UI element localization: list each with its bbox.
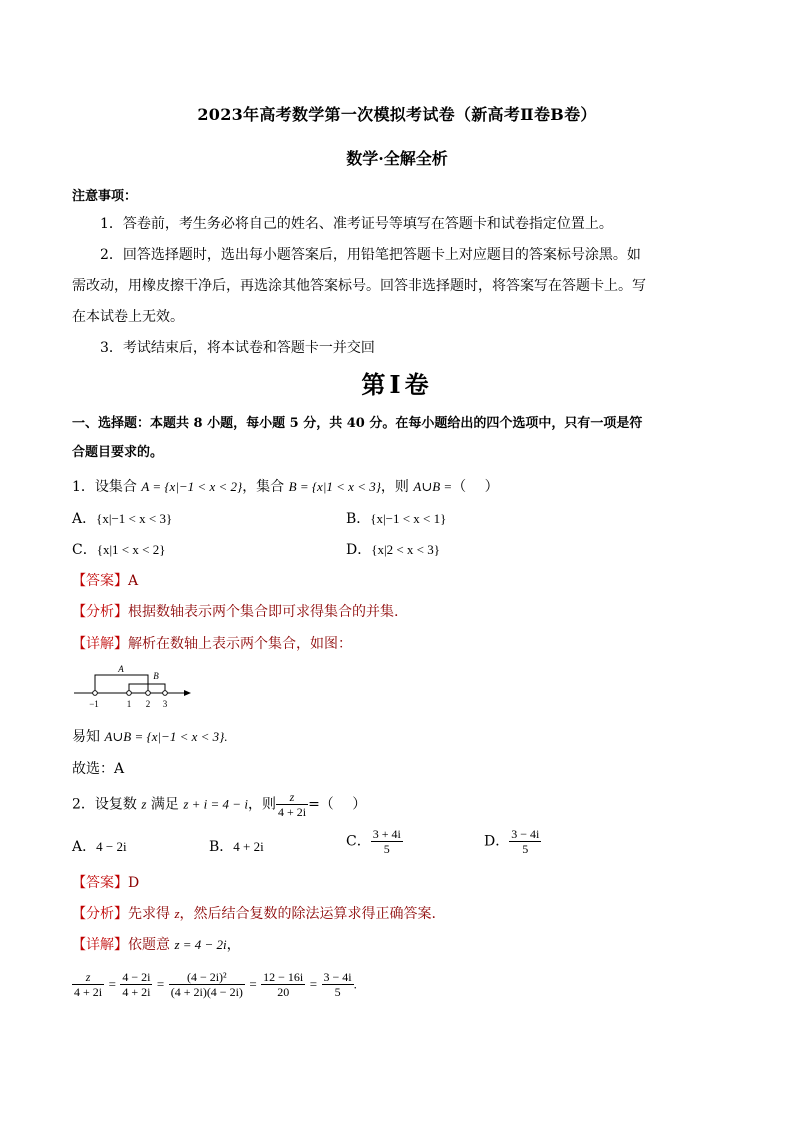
q2-ask-fraction	[276, 790, 308, 819]
q2-option-b	[209, 836, 264, 856]
q2-text-1: 设复数	[94, 796, 142, 813]
question-2-stem	[72, 790, 366, 819]
q2-analysis-suffix: ，然后结合复数的除法运算求得正确答案.	[179, 906, 436, 922]
q1-option-d-value: {x|2 < x < 3}	[371, 542, 440, 557]
q1-answer	[72, 570, 138, 590]
fraction-denominator: 5	[334, 985, 341, 999]
q2-answer-value: D	[128, 875, 140, 891]
question-2-number: 2．	[72, 796, 95, 813]
q1-option-b	[346, 508, 446, 528]
notice-item-1: 1．答卷前，考生务必将自己的姓名、准考证号等填写在答题卡和试卷指定位置上。	[100, 216, 613, 232]
q1-conclusion	[72, 726, 228, 746]
fraction-numerator: z	[276, 790, 308, 805]
number-line-figure	[70, 663, 200, 711]
fraction-denominator: (4 + 2i)(4 − 2i)	[170, 985, 243, 999]
tick-label-minus-1: −1	[89, 699, 99, 709]
q1-text-2: ，集合	[242, 479, 289, 495]
eq-fraction-5	[322, 970, 354, 999]
answer-tag: 【答案】	[72, 573, 128, 589]
q1-conclusion-math: A∪B = {x|−1 < x < 3}.	[104, 729, 228, 744]
q2-option-c-label: C．	[346, 833, 371, 850]
fraction-numerator: 4 − 2i	[122, 970, 151, 984]
answer-tag: 【答案】	[72, 875, 128, 891]
q2-analysis-z: z	[174, 906, 180, 921]
eq-fraction-3	[169, 970, 245, 999]
section-heading	[72, 409, 722, 467]
section-heading-line-2: 合题目要求的。	[72, 445, 164, 460]
q2-option-a-label: A．	[72, 839, 97, 855]
q2-text-4: =（ ）	[308, 796, 367, 813]
notice-body	[72, 209, 732, 364]
q1-option-a-value: {x|−1 < x < 3}	[96, 511, 173, 526]
tick-label-3: 3	[162, 699, 168, 709]
equals-sign: =	[249, 976, 257, 992]
q1-analysis-text: 根据数轴表示两个集合即可求得集合的并集.	[128, 604, 399, 620]
fraction-numerator: z	[72, 970, 104, 985]
set-a-definition: A = {x|−1 < x < 2}	[141, 479, 243, 494]
fraction-denominator: 4 + 2i	[74, 985, 103, 999]
volume-title: 第Ⅰ卷	[361, 370, 433, 399]
end-period: .	[353, 976, 357, 992]
label-b: B	[153, 671, 159, 681]
q1-option-b-value: {x|−1 < x < 1}	[370, 511, 447, 526]
q2-analysis	[72, 903, 436, 923]
q2-option-b-label: B．	[209, 839, 234, 855]
q1-answer-value: A	[128, 573, 139, 589]
fraction-denominator: 4 + 2i	[122, 985, 151, 999]
question-1-number: 1．	[72, 479, 95, 495]
notice-heading: 注意事项：	[72, 189, 138, 204]
q2-detail-math: z = 4 − 2i	[174, 937, 227, 952]
q2-variable-z: z	[141, 796, 147, 812]
q2-option-c	[346, 827, 403, 856]
q1-option-b-label: B．	[346, 511, 371, 527]
open-point-1	[127, 691, 132, 696]
section-heading-line-1: 一、选择题：本题共 8 小题，每小题 5 分，共 40 分。在每小题给出的四个选项中，只有一项是符	[72, 416, 643, 431]
q1-text-3: ，则	[380, 479, 414, 495]
q1-option-a	[72, 508, 172, 528]
q2-detail	[72, 934, 241, 954]
notice-item-2-line-2: 需改动，用橡皮擦干净后，再选涂其他答案标号。回答非选择题时，将答案写在答题卡上。写	[72, 278, 646, 294]
q2-text-2: 满足	[146, 796, 184, 813]
q2-detail-prefix: 依题意	[128, 937, 175, 953]
q2-text-3: ，则	[247, 796, 276, 813]
q2-option-c-fraction	[371, 827, 403, 856]
analysis-tag: 【分析】	[72, 604, 128, 620]
q2-option-d-label: D．	[484, 833, 510, 850]
q2-option-a	[72, 836, 127, 856]
q1-detail	[72, 633, 352, 653]
q1-option-c	[72, 539, 165, 559]
q1-option-c-label: C．	[72, 542, 97, 558]
q1-text-1: 设集合	[94, 479, 142, 495]
q1-choice-text: 故选：A	[72, 761, 125, 777]
notice-item-2-line-1: 2．回答选择题时，选出每小题答案后，用铅笔把答题卡上对应题目的答案标号涂黑。如	[100, 247, 641, 263]
union-expression: A∪B =	[413, 479, 453, 494]
q2-equation	[72, 970, 357, 999]
open-point-minus-1	[93, 691, 98, 696]
q1-analysis	[72, 601, 398, 621]
set-b-definition: B = {x|1 < x < 3}	[288, 479, 381, 494]
equals-sign: =	[309, 976, 318, 992]
fraction-denominator: 5	[522, 842, 529, 856]
fraction-denominator: 4 + 2i	[277, 805, 307, 819]
fraction-numerator: (4 − 2i)²	[169, 970, 245, 985]
eq-fraction-4	[261, 970, 305, 999]
q1-option-d	[346, 539, 440, 559]
q1-conclusion-prefix: 易知	[72, 729, 105, 745]
notice-item-2-line-3: 在本试卷上无效。	[72, 309, 184, 325]
fraction-numerator: 3 − 4i	[323, 970, 352, 984]
q1-option-c-value: {x|1 < x < 2}	[96, 542, 166, 557]
notice-item-3: 3．考试结束后，将本试卷和答题卡一并交回	[100, 340, 375, 356]
document-title: 2023年高考数学第一次模拟考试卷（新高考Ⅱ卷B卷）	[197, 105, 597, 124]
detail-tag: 【详解】	[72, 636, 128, 652]
q2-option-b-value: 4 + 2i	[233, 839, 264, 854]
equals-sign: =	[108, 976, 116, 992]
q2-condition: z + i = 4 − i	[183, 796, 248, 812]
tick-label-2: 2	[145, 699, 151, 709]
fraction-numerator: 12 − 16i	[263, 970, 304, 984]
q1-text-4: （ ）	[452, 479, 499, 495]
eq-fraction-2	[120, 970, 152, 999]
q2-option-d	[484, 827, 541, 856]
open-point-3	[163, 691, 168, 696]
eq-fraction-1	[72, 970, 104, 999]
q1-option-d-label: D．	[346, 542, 372, 558]
open-point-2	[146, 691, 151, 696]
q2-option-d-fraction	[509, 827, 541, 856]
q2-option-a-value: 4 − 2i	[96, 839, 127, 854]
number-line-arrow-icon	[184, 690, 191, 696]
document-subtitle: 数学·全解全析	[346, 149, 448, 168]
q1-detail-text: 解析在数轴上表示两个集合，如图：	[128, 636, 352, 652]
fraction-numerator: 3 − 4i	[511, 827, 540, 841]
question-1-stem	[72, 476, 499, 496]
analysis-tag: 【分析】	[72, 906, 128, 922]
label-a: A	[118, 664, 124, 674]
q2-detail-suffix: ，	[226, 937, 241, 953]
fraction-numerator: 3 + 4i	[372, 827, 401, 841]
tick-label-1: 1	[126, 699, 132, 709]
q2-analysis-prefix: 先求得	[128, 906, 175, 922]
q1-option-a-label: A．	[72, 511, 97, 527]
equals-sign: =	[156, 976, 165, 992]
fraction-denominator: 20	[277, 985, 290, 999]
q1-choice	[72, 758, 124, 778]
detail-tag: 【详解】	[72, 937, 128, 953]
fraction-denominator: 5	[383, 842, 390, 856]
q2-answer	[72, 872, 139, 892]
